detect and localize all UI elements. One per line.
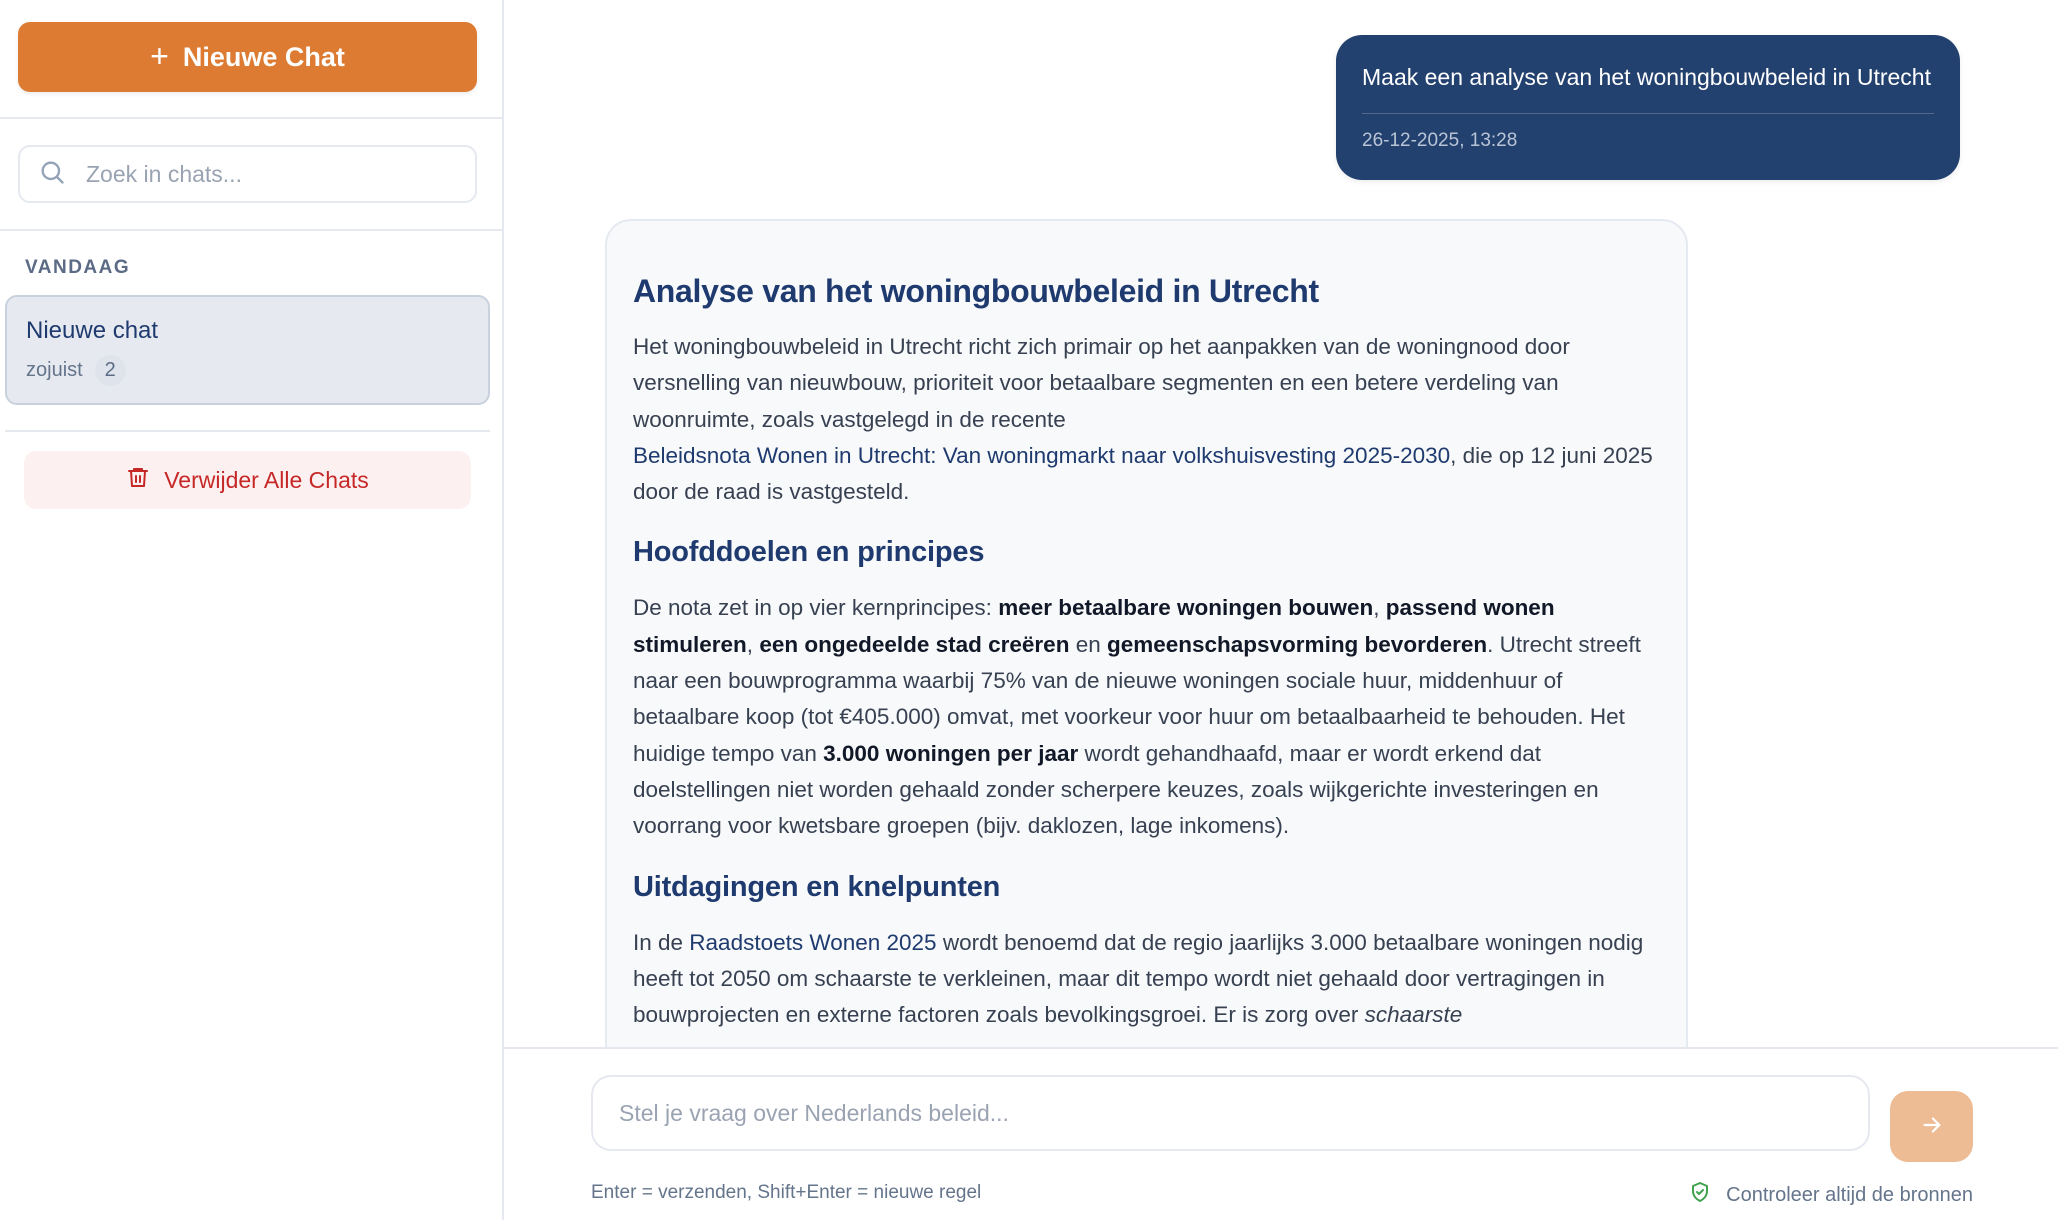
text: In de <box>633 929 690 955</box>
source-disclaimer <box>1688 1180 1973 1210</box>
chat-meta <box>26 355 126 386</box>
text: wordt benoemd dat de regio jaarlijks 3.000 betaalbare woningen nodig heeft tot 2050 om schaarste te verkleinen, maar dit tempo wordt niet gehaald door vertragingen in bouwprojecten en externe factoren zoals bevolkingsgroei. Er is zorg over <box>633 929 1644 1028</box>
bold-text: gemeenschapsvorming bevorderen <box>1106 631 1488 657</box>
send-button[interactable] <box>1890 1091 1973 1162</box>
text: en <box>1069 631 1107 657</box>
delete-all-label: Verwijder Alle Chats <box>164 466 369 493</box>
search-icon <box>38 158 66 191</box>
chat-list-item[interactable] <box>5 295 490 405</box>
trash-icon <box>126 465 150 495</box>
search-input[interactable] <box>86 161 466 188</box>
user-message-text: Maak een analyse van het woningbouwbeleid in Utrecht <box>1362 64 1931 90</box>
chat-time: zojuist <box>26 359 83 381</box>
arrow-right-icon <box>1921 1114 1943 1139</box>
shield-check-icon <box>1688 1180 1712 1210</box>
divider <box>1362 113 1934 114</box>
message-input-box[interactable] <box>591 1075 1870 1151</box>
message-list[interactable] <box>504 0 2058 1047</box>
divider <box>0 117 502 119</box>
divider <box>5 430 490 432</box>
chat-title: Nieuwe chat <box>26 317 159 344</box>
chat-main <box>504 0 2058 1220</box>
source-link-beleidsnota[interactable]: Beleidsnota Wonen in Utrecht: Van woningmarkt naar volkshuisvesting 2025-2030 <box>633 442 1451 468</box>
delete-all-chats-button[interactable] <box>24 451 471 509</box>
text: . Utrecht streeft naar een bouwprogramma waarbij 75% van de nieuwe woningen sociale huur, middenhuur of betaalbare koop (tot €405.000) omvat, met voorkeur voor huur om betaalbaarheid te behouden. Het huidige tempo van <box>633 631 1641 766</box>
bold-text: een ongedeelde stad creëren <box>759 631 1070 657</box>
text: De nota zet in op vier kernprincipes: <box>633 595 999 621</box>
bold-text: 3.000 woningen per jaar <box>823 740 1079 766</box>
section-heading: Uitdagingen en knelpunten <box>633 870 1001 903</box>
message-count-badge: 2 <box>95 355 126 386</box>
assistant-message <box>605 219 1688 1047</box>
section-heading: Hoofddoelen en principes <box>633 536 985 569</box>
response-intro <box>633 329 1656 510</box>
text: , <box>746 631 760 657</box>
text: , die op 12 juni 2025 door de raad is vastgesteld. <box>633 442 1653 505</box>
italic-text: schaarste <box>1364 1002 1463 1028</box>
plus-icon: + <box>150 37 169 74</box>
response-title: Analyse van het woningbouwbeleid in Utrecht <box>633 273 1319 309</box>
bold-text: passend wonen stimuleren <box>633 595 1555 657</box>
new-chat-button[interactable] <box>18 22 477 92</box>
section-paragraph <box>633 925 1656 1034</box>
text: wordt gehandhaafd, maar er wordt erkend dat doelstellingen niet worden gehaald zonder scherpere keuzes, zoals wijkgerichte investeringen en voorrang voor kwetsbare groepen (bijv. daklozen, lage inkomens). <box>633 740 1599 839</box>
text: Het woningbouwbeleid in Utrecht richt zich primair op het aanpakken van de woningnood door versnelling van nieuwbouw, prioriteit voor betaalbare segmenten en een betere verdeling van woonruimte, zoals vastgelegd in de recente <box>633 334 1570 432</box>
message-input[interactable] <box>619 1100 1842 1127</box>
keyboard-hint: Enter = verzenden, Shift+Enter = nieuwe regel <box>591 1182 982 1203</box>
source-link-raadstoets[interactable]: Raadstoets Wonen 2025 <box>689 929 937 955</box>
section-paragraph <box>633 590 1656 844</box>
composer <box>504 1047 2058 1220</box>
search-field[interactable] <box>18 145 477 203</box>
section-label-today: VANDAAG <box>25 257 131 278</box>
message-timestamp: 26-12-2025, 13:28 <box>1362 130 1518 151</box>
text: , <box>1373 595 1386 621</box>
bold-text: meer betaalbare woningen bouwen <box>998 595 1374 621</box>
new-chat-label: Nieuwe Chat <box>182 41 345 72</box>
user-message <box>1336 35 1960 180</box>
divider <box>0 229 502 231</box>
disclaimer-text: Controleer altijd de bronnen <box>1726 1183 1973 1206</box>
sidebar <box>0 0 504 1220</box>
